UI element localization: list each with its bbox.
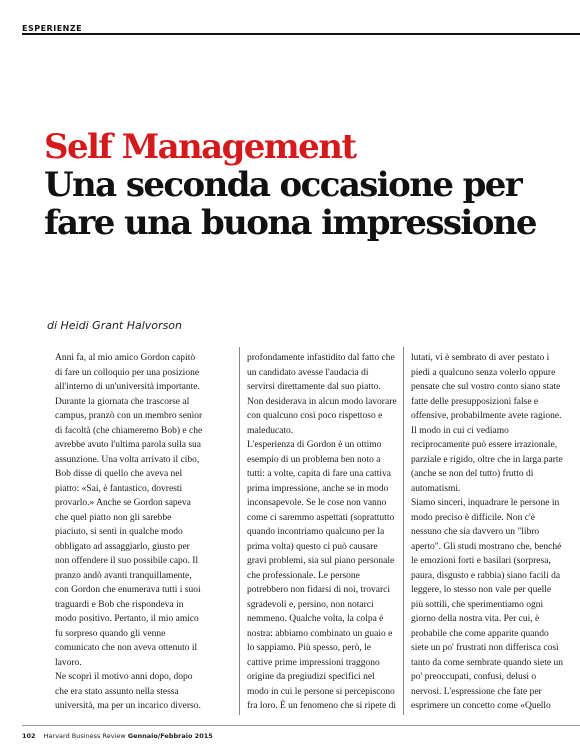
publication-name: Harvard Business Review	[43, 732, 126, 740]
section-rule	[22, 33, 580, 35]
article-column-3	[411, 351, 563, 711]
article-column-2	[247, 351, 397, 711]
article-header	[44, 128, 564, 242]
column-divider	[403, 347, 404, 715]
page-number: 102	[22, 732, 36, 740]
article-column-1	[55, 351, 203, 711]
footer-rule	[22, 725, 580, 726]
section-label: ESPERIENZE	[22, 24, 83, 33]
column-text: Anni fa, al mio amico Gordon capitò di fare un colloquio per una posizione all'interno di un'università importante. Durante la giornata che trascorse al campus, pranzò con un membro senior di facoltà (che chiameremo Bob) e che avrebbe avuto l'ultima parola sulla sua assunzione. Una volta arrivato il cibo, Bob disse di quello che aveva nel piatto: «Sai, è fantastico, dovresti provarlo.» Anche se Gordon sapeva che quel piatto non gli sarebbe piaciuto, si sentì in qualche modo obbligato ad assaggiarlo, giusto per non offendere il suo possibile capo. Il pranzo andò avanti tranquillamente, con Gordon che enumerava tutti i suoi traguardi e Bob che rispondeva in modo positivo. Pertanto, il mio amico fu sorpreso quando gli venne comunicato che non aveva ottenuto il lavoro. Ne scoprì il motivo anni dopo, dopo che era stato assunto nella stessa università, ma per un incarico diverso.	[55, 353, 203, 711]
column-text: lutati, vi è sembrato di aver pestato i piedi a qualcuno senza volerlo oppure pensate che sul vostro conto siano state fatte delle presupposizioni false e offensive, probabilmente avete ragione. Il modo in cui ci vediamo reciprocamente può essere irrazionale, parziale e rigido, oltre che in larga parte (anche se non del tutto) frutto di automatismi. Siamo sinceri, inquadrare le persone in modo preciso è difficile. Non c'è nessuno che sia davvero un "libro aperto". Gli studi mostrano che, benché le emozioni forti e basilari (sorpresa, paura, disgusto e rabbia) siano facili da leggere, lo stesso non vale per quelle più sottili, che sperimentiamo ogni giorno della nostra vita. Per cui, è probabile che come apparite quando siete un po' frustrati non differisca così tanto da come sembrate quando siete un po' preoccupati, confusi, delusi o nervosi. L'espressione che fate per esprimere un concetto come «Quello	[411, 353, 563, 711]
article-title: Una seconda occasione per fare una buona impressione	[44, 165, 536, 243]
article-byline: di Heidi Grant Halvorson	[47, 319, 182, 332]
column-text: profondamente infastidito dal fatto che un candidato avesse l'audacia di servirsi direttamente dal suo piatto. Non desiderava in alcun modo lavorare con qualcuno così poco rispettoso e maleducato. L'esperienza di Gordon è un ottimo esempio di un problema ben noto a tutti: a volte, capita di fare una cattiva prima impressione, anche se in modo inconsapevole. Se le cose non vanno come ci saremmo aspettati (soprattutto quando incontriamo qualcuno per la prima volta) questo ci può causare gravi problemi, sia sul piano personale che professionale. Le persone potrebbero non fidarsi di noi, trovarci sgradevoli e, persino, non notarci nemmeno. Qualche volta, la colpa è nostra: abbiamo combinato un guaio e lo sappiamo. Più spesso, però, le cattive prime impressioni traggono origine da pregiudizi specifici nel modo in cui le persone si percepiscono fra loro. È un fenomeno che si ripete di	[247, 353, 397, 711]
column-divider	[239, 347, 240, 715]
page-footer	[22, 732, 213, 740]
issue-date: Gennaio/Febbraio 2015	[127, 732, 213, 740]
article-kicker: Self Management	[44, 127, 356, 167]
